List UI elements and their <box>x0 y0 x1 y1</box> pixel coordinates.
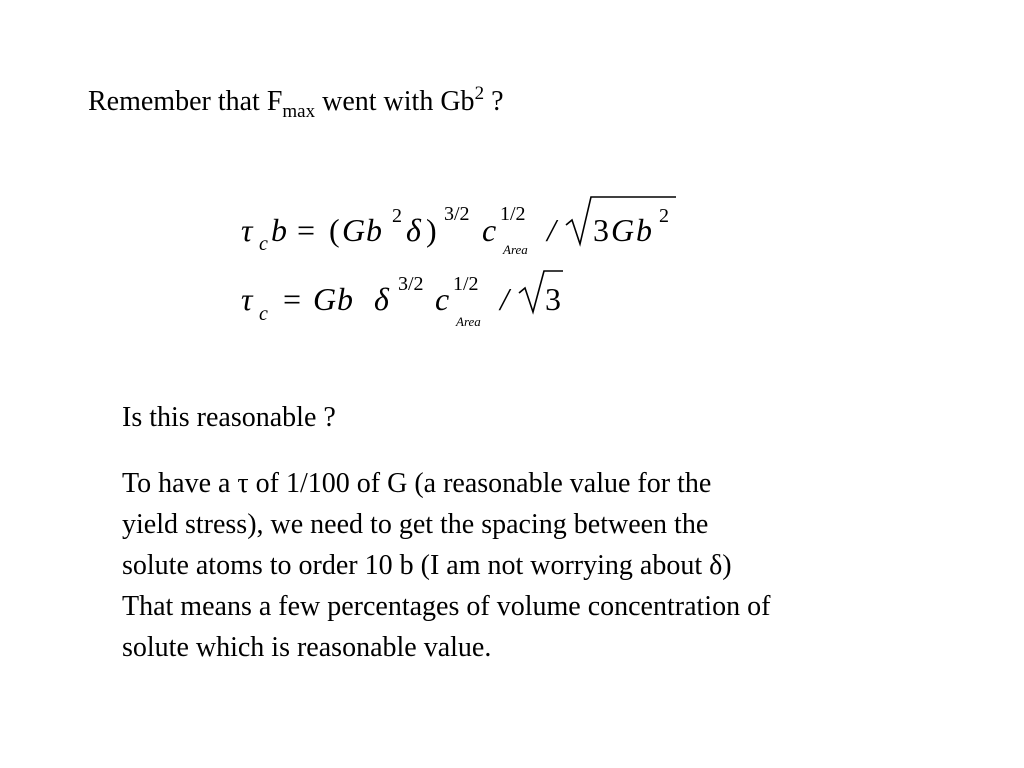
eq1-b2: b <box>366 212 382 248</box>
explanation-paragraph <box>122 463 922 668</box>
eq2-delta: δ <box>374 281 389 317</box>
eq1-square: 2 <box>392 205 402 227</box>
paragraph-line: yield stress), we need to get the spacing between the <box>122 509 709 540</box>
paragraph-line: To have a τ of 1/100 of G (a reasonable value for the <box>122 468 712 499</box>
eq2-tau-subscript: c <box>259 303 268 325</box>
paragraph-line: That means a few percentages of volume concentration of <box>122 591 771 622</box>
eq2-area-subscript: Area <box>456 314 481 329</box>
eq1-close-paren: ) <box>426 212 437 248</box>
equation-1 <box>241 197 676 257</box>
eq1-radicand-G: G <box>611 212 635 248</box>
eq1-equals: = <box>297 212 316 248</box>
eq1-c: c <box>482 212 497 248</box>
intro-text-middle: went with Gb <box>315 86 475 117</box>
question-text: Is this reasonable ? <box>122 402 336 433</box>
eq1-G: G <box>342 212 366 248</box>
eq1-tau-subscript: c <box>259 233 268 255</box>
eq1-radicand-3: 3 <box>593 212 609 248</box>
eq1-open-paren: ( <box>329 212 340 248</box>
intro-text-after: ? <box>484 86 504 117</box>
eq1-area-subscript: Area <box>503 242 528 257</box>
eq1-b: b <box>271 212 287 248</box>
paragraph-line: solute atoms to order 10 b (I am not worrying about δ) <box>122 550 732 581</box>
eq1-radicand-square: 2 <box>659 205 669 227</box>
eq2-exponent-1-2: 1/2 <box>453 273 479 295</box>
eq2-tau: τ <box>241 281 253 317</box>
eq1-delta: δ <box>406 212 421 248</box>
equation-2 <box>241 271 563 329</box>
eq2-c: c <box>435 281 450 317</box>
eq1-radicand-b: b <box>636 212 652 248</box>
intro-subscript: max <box>282 101 316 122</box>
eq2-G: G <box>313 281 337 317</box>
eq2-exponent-3-2: 3/2 <box>398 273 424 295</box>
eq2-b: b <box>337 281 353 317</box>
eq1-tau: τ <box>241 212 253 248</box>
eq2-equals: = <box>283 281 302 317</box>
eq2-slash: / <box>500 281 509 317</box>
eq1-exponent-1-2: 1/2 <box>500 203 526 225</box>
paragraph-line: solute which is reasonable value. <box>122 632 492 663</box>
intro-text-before: Remember that F <box>88 86 283 117</box>
eq1-exponent-3-2: 3/2 <box>444 203 470 225</box>
eq1-slash: / <box>547 212 556 248</box>
intro-superscript: 2 <box>474 83 485 104</box>
eq2-radicand-3: 3 <box>545 281 561 317</box>
